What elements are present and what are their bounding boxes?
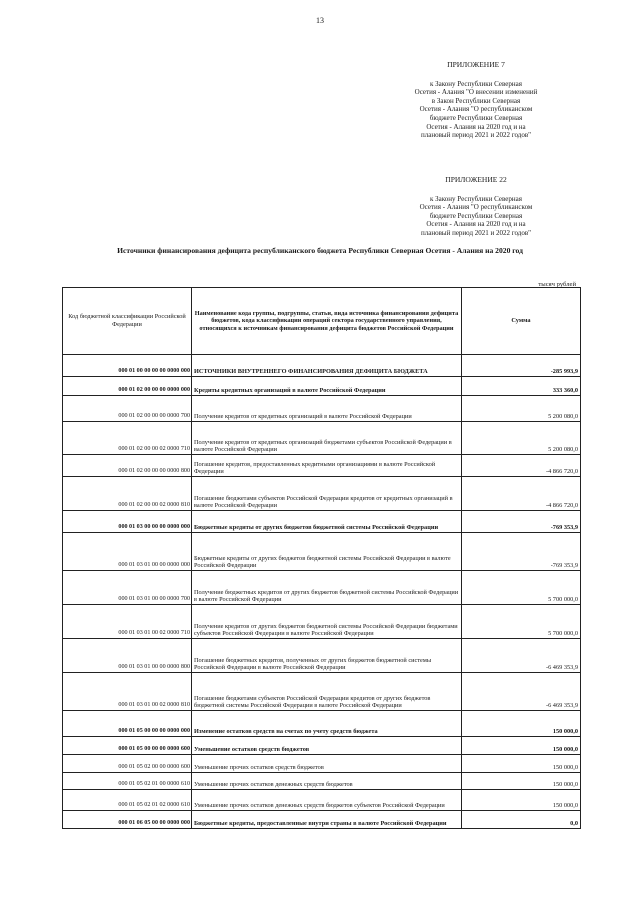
table-row <box>63 737 581 755</box>
appendix-7-line: к Закону Республики Северная <box>430 79 522 88</box>
row-name: Изменение остатков средств на счетах по учету средств бюджета <box>192 711 462 737</box>
appendix-22-line: Осетия - Алания "О республиканском <box>419 203 533 212</box>
table-row <box>63 755 581 773</box>
row-code: 000 01 03 01 00 00 0000 000 <box>63 533 192 571</box>
row-name: Получение кредитов от кредитных организаций бюджетами субъектов Российской Федерации в валюте Российской Федерации <box>192 422 462 455</box>
row-sum: 150 000,0 <box>462 790 581 811</box>
row-name: Бюджетные кредиты от других бюджетов бюджетной системы Российской Федерации в валюте Российской Федерации <box>192 533 462 571</box>
row-code: 000 01 03 01 00 00 0000 700 <box>63 571 192 605</box>
appendix-22-note <box>376 176 576 238</box>
table-row <box>63 533 581 571</box>
appendix-7-note <box>376 61 576 140</box>
row-sum: -4 866 720,0 <box>462 455 581 477</box>
table-row <box>63 811 581 829</box>
table-row <box>63 377 581 396</box>
appendix-22-line: плановый период 2021 и 2022 годов" <box>420 228 532 237</box>
table-row <box>63 355 581 377</box>
appendix-22-heading: ПРИЛОЖЕНИЕ 22 <box>445 175 507 184</box>
table-row <box>63 605 581 639</box>
row-name: Погашение бюджетами субъектов Российской Федерации кредитов от кредитных организаций в валюте Российской Федерации <box>192 477 462 511</box>
financing-sources-table <box>62 287 581 829</box>
document-title: Источники финансирования дефицита республиканского бюджета Республики Северная Осетия - Алания на 2020 год <box>117 246 523 255</box>
row-sum: -769 353,9 <box>462 533 581 571</box>
row-name: Бюджетные кредиты, предоставленные внутри страны в валюте Российской Федерации <box>192 811 462 829</box>
row-sum: -6 469 353,9 <box>462 639 581 673</box>
row-name: Уменьшение прочих остатков денежных средств бюджетов субъектов Российской Федерации <box>192 790 462 811</box>
row-code: 000 01 03 00 00 00 0000 000 <box>63 511 192 533</box>
row-name: Погашение бюджетами субъектов Российской Федерации кредитов от других бюджетов бюджетной системы Российской Федерации в валюте Российской Федерации <box>192 673 462 711</box>
row-name: Уменьшение прочих остатков денежных средств бюджетов <box>192 773 462 790</box>
appendix-7-line: Осетия - Алания "О внесении изменений <box>414 88 538 97</box>
row-sum: -6 469 353,9 <box>462 673 581 711</box>
row-name: Получение бюджетных кредитов от других бюджетов бюджетной системы Российской Федерации в валюте Российской Федерации <box>192 571 462 605</box>
row-sum: 5 200 080,0 <box>462 396 581 422</box>
row-code: 000 01 05 02 01 02 0000 610 <box>63 790 192 811</box>
row-code: 000 01 02 00 00 00 0000 800 <box>63 455 192 477</box>
row-name: Получение кредитов от кредитных организаций в валюте Российской Федерации <box>192 396 462 422</box>
row-name: Кредиты кредитных организаций в валюте Российской Федерации <box>192 377 462 396</box>
row-code: 000 01 05 00 00 00 0000 000 <box>63 711 192 737</box>
table-row <box>63 422 581 455</box>
table-row <box>63 396 581 422</box>
row-code: 000 01 02 00 00 02 0000 810 <box>63 477 192 511</box>
appendix-7-line: Осетия - Алания "О республиканском <box>419 105 533 114</box>
row-sum: -285 993,9 <box>462 355 581 377</box>
header-name: Наименование кода группы, подгруппы, статьи, вида источника финансирования дефицита бюджетов, кода классификации операций сектора государственного управления, относящихся к источникам финансирования дефицита бюджетов Российской Федерации <box>192 288 462 355</box>
page-number: 13 <box>316 16 324 25</box>
appendix-22-line: Осетия - Алания на 2020 год и на <box>426 220 526 229</box>
row-code: 000 01 05 02 00 00 0000 600 <box>63 755 192 773</box>
table-row <box>63 511 581 533</box>
row-name: Погашение кредитов, предоставленных кредитными организациями в валюте Российской Федерации <box>192 455 462 477</box>
table-body <box>63 355 581 829</box>
row-code: 000 01 05 02 01 00 0000 610 <box>63 773 192 790</box>
row-name: ИСТОЧНИКИ ВНУТРЕННЕГО ФИНАНСИРОВАНИЯ ДЕФИЦИТА БЮДЖЕТА <box>192 355 462 377</box>
row-code: 000 01 03 01 00 02 0000 710 <box>63 605 192 639</box>
appendix-7-line: в Закон Республики Северная <box>431 96 521 105</box>
row-code: 000 01 05 00 00 00 0000 600 <box>63 737 192 755</box>
table-row <box>63 673 581 711</box>
table-row <box>63 773 581 790</box>
table-header-row <box>63 288 581 355</box>
row-code: 000 01 03 01 00 02 0000 810 <box>63 673 192 711</box>
row-name: Погашение бюджетных кредитов, полученных от других бюджетов бюджетной системы Российской Федерации в валюте Российской Федерации <box>192 639 462 673</box>
row-sum: 150 000,0 <box>462 755 581 773</box>
table-row <box>63 711 581 737</box>
row-sum: 150 000,0 <box>462 773 581 790</box>
row-code: 000 01 06 05 00 00 0000 000 <box>63 811 192 829</box>
row-sum: 150 000,0 <box>462 711 581 737</box>
appendix-7-line: Осетия - Алания на 2020 год и на <box>426 122 526 131</box>
row-name: Получение кредитов от других бюджетов бюджетной системы Российской Федерации бюджетами субъектов Российской Федерации в валюте Российской Федерации <box>192 605 462 639</box>
row-code: 000 01 03 01 00 00 0000 800 <box>63 639 192 673</box>
table-row <box>63 639 581 673</box>
header-code: Код бюджетной классификации Российской Федерации <box>63 288 192 355</box>
row-sum: 333 360,0 <box>462 377 581 396</box>
row-sum: 5 200 080,0 <box>462 422 581 455</box>
appendix-7-line: бюджете Республики Северная <box>429 113 523 122</box>
appendix-7-line: плановый период 2021 и 2022 годов" <box>420 131 532 140</box>
row-code: 000 01 02 00 00 00 0000 000 <box>63 377 192 396</box>
row-code: 000 01 02 00 00 02 0000 710 <box>63 422 192 455</box>
row-sum: 5 700 000,0 <box>462 571 581 605</box>
table-row <box>63 571 581 605</box>
appendix-7-heading: ПРИЛОЖЕНИЕ 7 <box>447 60 505 69</box>
row-sum: 150 000,0 <box>462 737 581 755</box>
row-sum: -769 353,9 <box>462 511 581 533</box>
header-sum: Сумма <box>462 288 581 355</box>
table-row <box>63 477 581 511</box>
row-sum: 5 700 000,0 <box>462 605 581 639</box>
appendix-22-line: бюджете Республики Северная <box>429 211 523 220</box>
row-name: Бюджетные кредиты от других бюджетов бюджетной системы Российской Федерации <box>192 511 462 533</box>
row-name: Уменьшение прочих остатков средств бюджетов <box>192 755 462 773</box>
appendix-22-line: к Закону Республики Северная <box>430 194 522 203</box>
table-row <box>63 455 581 477</box>
table-row <box>63 790 581 811</box>
row-code: 000 01 02 00 00 00 0000 700 <box>63 396 192 422</box>
row-code: 000 01 00 00 00 00 0000 000 <box>63 355 192 377</box>
row-sum: -4 866 720,0 <box>462 477 581 511</box>
row-sum: 0,0 <box>462 811 581 829</box>
row-name: Уменьшение остатков средств бюджетов <box>192 737 462 755</box>
units-label: тысяч рублей <box>538 281 576 288</box>
